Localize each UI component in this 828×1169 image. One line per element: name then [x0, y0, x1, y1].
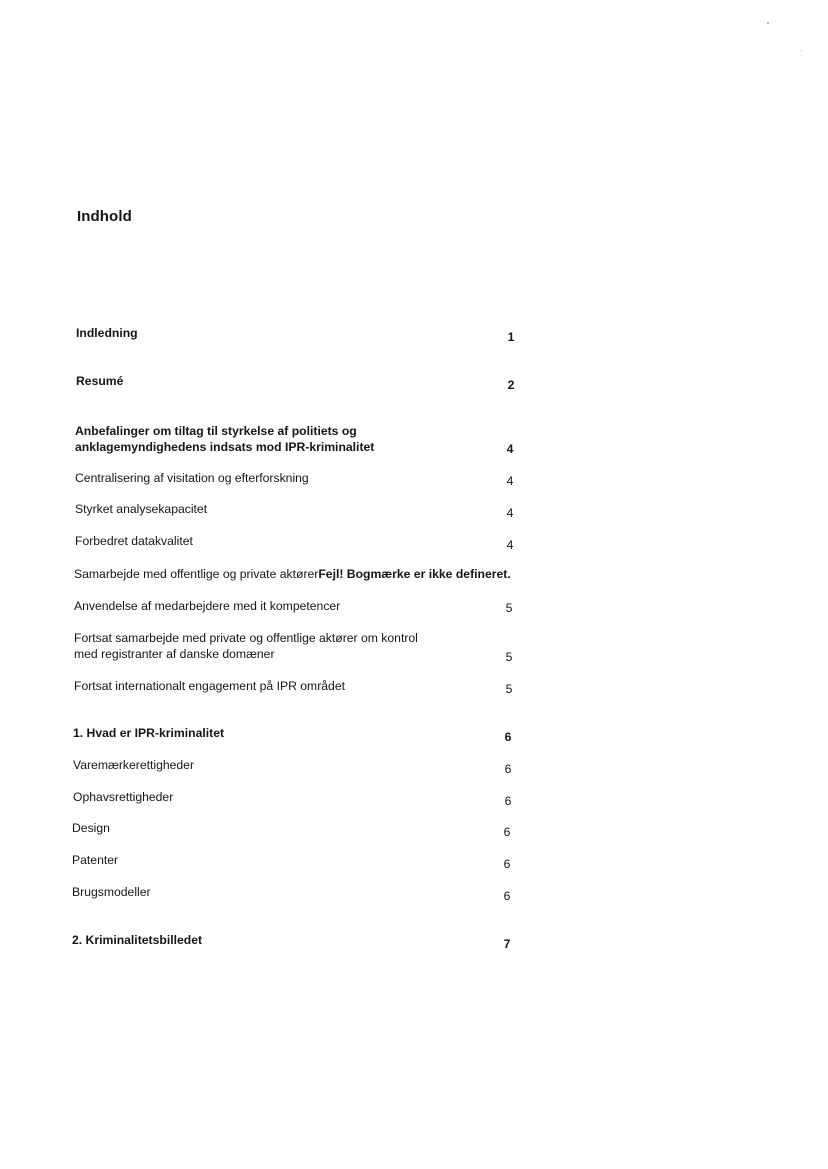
toc-entry-design[interactable]: [72, 820, 110, 836]
toc-entry-title: Samarbejde med offentlige og private aktører: [74, 567, 319, 581]
toc-entry-page-number: 6: [503, 889, 511, 903]
toc-entry-page-number: 7: [503, 937, 511, 951]
toc-entry-page-number: 6: [504, 794, 512, 808]
toc-entry-title: 1. Hvad er IPR-kriminalitet: [73, 726, 225, 740]
toc-entry-fortsat-samarbejde[interactable]: [74, 630, 418, 662]
toc-entry-styrket-analysekapacitet[interactable]: [75, 501, 207, 517]
toc-entry-hvad-er-ipr-kriminalitet[interactable]: [73, 725, 224, 741]
toc-entry-page-number: 4: [506, 474, 514, 488]
toc-entry-title: Resumé: [76, 374, 124, 388]
toc-entry-patenter[interactable]: [72, 852, 118, 868]
toc-entry-forbedret-datakvalitet[interactable]: [75, 533, 193, 549]
toc-entry-page-number: 4: [506, 442, 514, 456]
toc-entry-title: Patenter: [72, 853, 119, 867]
toc-entry-title: Styrket analysekapacitet: [75, 502, 208, 516]
toc-entry-title: Centralisering af visitation og efterforskning: [75, 471, 309, 485]
toc-entry-page-number: 2: [507, 378, 515, 392]
toc-entry-ophavsrettigheder[interactable]: [73, 789, 173, 805]
toc-entry-page-number: 6: [504, 730, 512, 744]
toc-entry-title: Fortsat internationalt engagement på IPR området: [74, 679, 345, 693]
toc-entry-title: Forbedret datakvalitet: [75, 534, 193, 548]
toc-entry-page-number: 6: [503, 825, 511, 839]
toc-entry-resume[interactable]: [76, 373, 123, 389]
toc-entry-title-line-1: Anbefalinger om tiltag til styrkelse af politiets og: [75, 424, 357, 438]
toc-entry-page-number: 6: [504, 762, 512, 776]
toc-entry-title-line-2: med registranter af danske domæner: [74, 647, 275, 661]
toc-entry-brugsmodeller[interactable]: [72, 884, 151, 900]
toc-entry-title-line-1: Fortsat samarbejde med private og offentlige aktører om kontrol: [74, 631, 418, 645]
bookmark-error-text: Fejl! Bogmærke er ikke defineret.: [318, 567, 511, 581]
toc-entry-page-number: 5: [505, 650, 513, 664]
toc-entry-page-number: 5: [505, 601, 513, 615]
toc-entry-title: Ophavsrettigheder: [73, 790, 174, 804]
toc-entry-kriminalitetsbilledet[interactable]: [72, 932, 202, 948]
toc-entry-title: Anvendelse af medarbejdere med it kompetencer: [74, 599, 341, 613]
toc-entry-title: Brugsmodeller: [72, 885, 151, 899]
toc-entry-title: Varemærkerettigheder: [73, 758, 195, 772]
toc-entry-samarbejde[interactable]: [74, 566, 511, 582]
toc-entry-page-number: 6: [503, 857, 511, 871]
toc-entry-title: Indledning: [76, 326, 138, 340]
toc-entry-page-number: 4: [506, 506, 514, 520]
toc-entry-title-line-2: anklagemyndighedens indsats mod IPR-kriminalitet: [75, 440, 375, 454]
toc-entry-centralisering[interactable]: [75, 470, 309, 486]
toc-entry-anbefalinger[interactable]: [75, 423, 374, 455]
toc-entry-indledning[interactable]: [76, 325, 138, 341]
toc-entry-anvendelse[interactable]: [74, 598, 340, 614]
toc-entry-page-number: 4: [506, 538, 514, 552]
toc-entry-page-number: 5: [505, 682, 513, 696]
page-title: Indhold: [77, 208, 132, 225]
toc-entry-page-number: 1: [507, 330, 515, 344]
toc-entry-fortsat-internationalt[interactable]: [74, 678, 345, 694]
toc-entry-title: Design: [72, 821, 110, 835]
toc-entry-title: 2. Kriminalitetsbilledet: [72, 933, 203, 947]
toc-entry-varemaerkerettigheder[interactable]: [73, 757, 194, 773]
